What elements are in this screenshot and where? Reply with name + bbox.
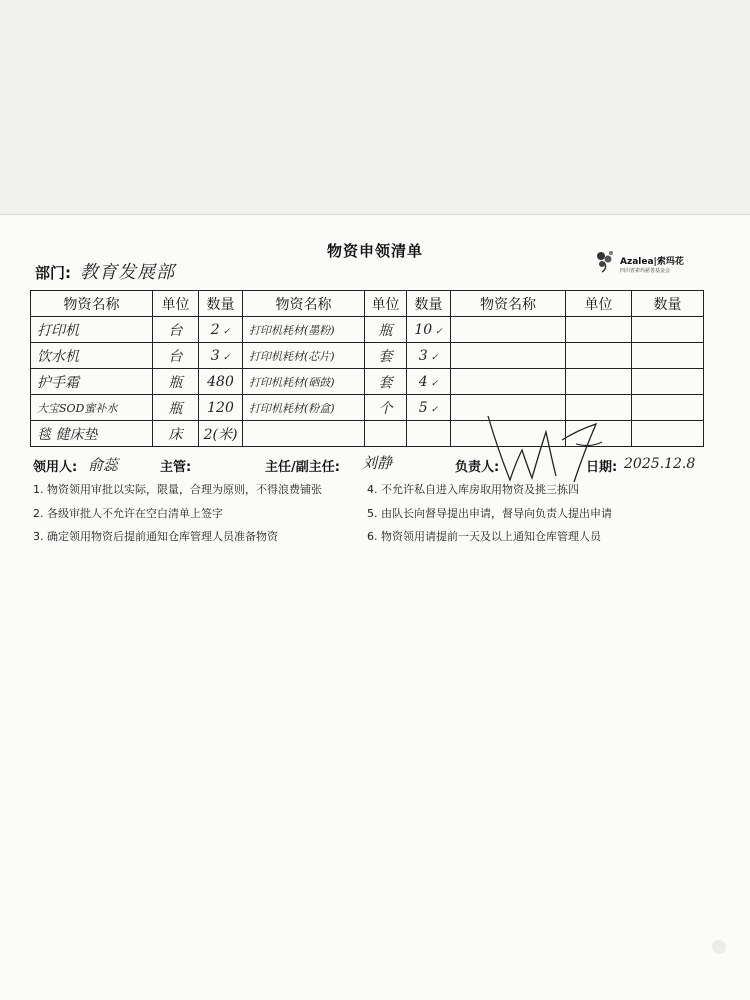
quantity-cell (407, 343, 451, 369)
rule-item: 3. 确定领用物资后提前通知仓库管理人员准备物资 (33, 530, 278, 543)
item-name-cell: 打印机 (31, 317, 153, 343)
unit-cell: 瓶 (153, 395, 199, 421)
recipient-label: 领用人: (33, 460, 78, 475)
empty-cell (566, 317, 632, 343)
date-label: 日期: (586, 460, 618, 475)
logo-subtitle: 四川省索玛慈善基金会 (620, 268, 671, 274)
empty-cell (451, 369, 566, 395)
header-item-name: 物资名称 (451, 291, 566, 317)
item-name-cell: 打印机耗材(墨粉) (243, 317, 365, 343)
rule-item: 2. 各级审批人不允许在空白清单上签字 (33, 507, 223, 520)
item-name-cell: 大宝SOD蜜补水 (31, 395, 153, 421)
scan-blank-area (0, 0, 750, 215)
empty-cell (632, 369, 704, 395)
unit-cell (365, 421, 407, 447)
empty-cell (632, 395, 704, 421)
quantity-cell: 120 (199, 395, 243, 421)
unit-cell: 套 (365, 343, 407, 369)
director-signature: 刘静 (362, 454, 393, 472)
header-item-name: 物资名称 (243, 291, 365, 317)
director-label: 主任/副主任: (265, 460, 340, 475)
logo (592, 246, 702, 278)
empty-cell (632, 343, 704, 369)
department-value: 教育发展部 (80, 262, 175, 283)
unit-cell: 台 (153, 317, 199, 343)
quantity-cell (407, 369, 451, 395)
responsible-label: 负责人: (455, 460, 500, 475)
empty-cell (451, 343, 566, 369)
check-mark-icon: ✓ (430, 352, 439, 363)
header-quantity: 数量 (199, 291, 243, 317)
check-mark-icon: ✓ (222, 352, 231, 363)
empty-cell (451, 317, 566, 343)
quantity-value: 10 (414, 321, 433, 338)
item-name-cell: 毯 健床垫 (31, 421, 153, 447)
header-unit: 单位 (365, 291, 407, 317)
check-mark-icon: ✓ (222, 326, 231, 337)
quantity-value: 5 (418, 399, 428, 416)
rule-item: 4. 不允许私自进入库房取用物资及挑三拣四 (367, 483, 579, 496)
unit-cell: 个 (365, 395, 407, 421)
quantity-value: 4 (418, 373, 428, 390)
item-name-cell: 饮水机 (31, 343, 153, 369)
unit-cell: 套 (365, 369, 407, 395)
table-row (31, 317, 704, 343)
item-name-cell: 打印机耗材(芯片) (243, 343, 365, 369)
rule-item: 1. 物资领用审批以实际，限量，合理为原则，不得浪费铺张 (33, 483, 322, 496)
scan-artifact (712, 940, 726, 954)
header-unit: 单位 (566, 291, 632, 317)
empty-cell (632, 421, 704, 447)
check-mark-icon: ✓ (430, 378, 439, 389)
quantity-cell (199, 343, 243, 369)
rule-item: 6. 物资领用请提前一天及以上通知仓库管理人员 (367, 530, 601, 543)
empty-cell (566, 369, 632, 395)
azalea-flower-icon (592, 248, 618, 274)
header-unit: 单位 (153, 291, 199, 317)
logo-brand-text: Azalea|索玛花 (620, 257, 684, 267)
recipient-signature: 俞蕊 (88, 456, 119, 474)
department-label: 部门: (35, 264, 71, 282)
quantity-value: 3 (210, 347, 220, 364)
quantity-cell (407, 421, 451, 447)
header-item-name: 物资名称 (31, 291, 153, 317)
signature-row (0, 456, 750, 480)
empty-cell (566, 343, 632, 369)
check-mark-icon: ✓ (435, 326, 443, 337)
unit-cell: 瓶 (365, 317, 407, 343)
quantity-value: 3 (418, 347, 428, 364)
unit-cell: 床 (153, 421, 199, 447)
quantity-cell (407, 317, 451, 343)
unit-cell: 台 (153, 343, 199, 369)
quantity-cell (407, 395, 451, 421)
supervisor-label: 主管: (160, 460, 192, 475)
item-name-cell: 护手霜 (31, 369, 153, 395)
quantity-cell: 2(米) (199, 421, 243, 447)
empty-cell (632, 317, 704, 343)
form-title: 物资申领清单 (326, 242, 423, 260)
rule-item: 5. 由队长向督导提出申请，督导向负责人提出申请 (367, 507, 612, 520)
quantity-cell: 480 (199, 369, 243, 395)
item-name-cell: 打印机耗材(硒鼓) (243, 369, 365, 395)
check-mark-icon: ✓ (430, 404, 439, 415)
table-row (31, 343, 704, 369)
date-value: 2025.12.8 (624, 456, 696, 472)
unit-cell: 瓶 (153, 369, 199, 395)
header-quantity: 数量 (632, 291, 704, 317)
header-quantity: 数量 (407, 291, 451, 317)
table-header-row (31, 291, 704, 317)
table-row (31, 369, 704, 395)
item-name-cell: 打印机耗材(粉盒) (243, 395, 365, 421)
item-name-cell (243, 421, 365, 447)
quantity-value: 2 (210, 321, 220, 338)
quantity-cell (199, 317, 243, 343)
